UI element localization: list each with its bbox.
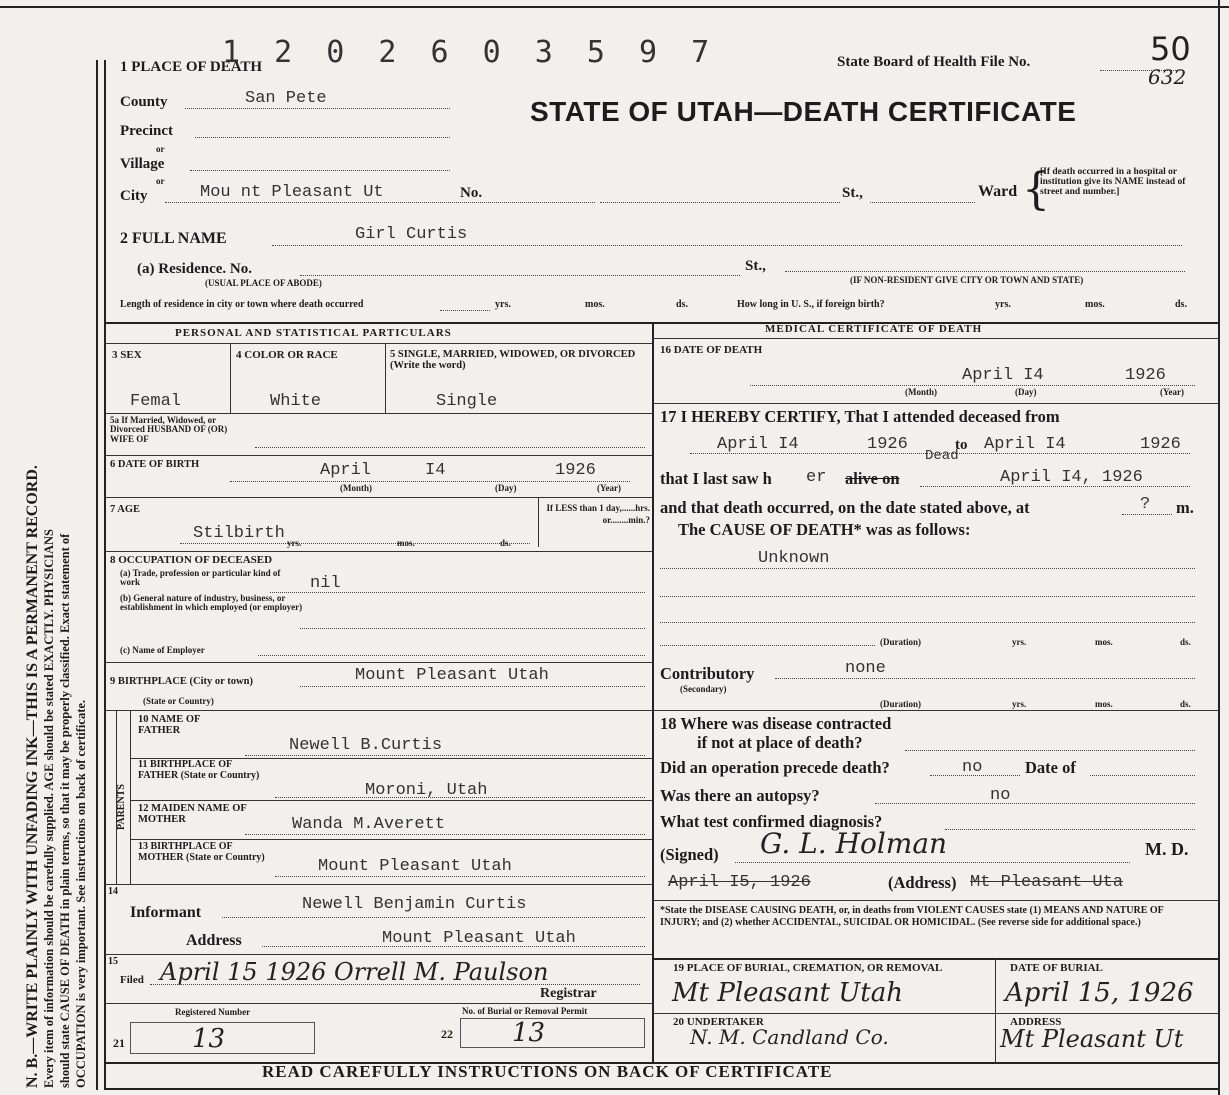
physician-signature: G. L. Holman — [760, 827, 948, 860]
footer-instructions: READ CAREFULLY INSTRUCTIONS ON BACK OF CERTIFICATE — [262, 1062, 833, 1081]
registered-number-label: 21 — [113, 1036, 125, 1050]
father-line — [245, 755, 645, 756]
marital-label: 5 SINGLE, MARRIED, WIDOWED, OR DIVORCED (Write the word) — [390, 349, 636, 372]
employer-label: (c) Name of Employer — [120, 645, 205, 655]
certificate-title: STATE OF UTAH—DEATH CERTIFICATE — [530, 96, 1077, 127]
death-month-caption: (Month) — [905, 387, 937, 397]
personal-header-line — [104, 343, 652, 344]
ward-label: Ward — [978, 183, 1018, 200]
undertaker-line — [652, 1013, 1218, 1014]
signed-line — [735, 862, 1130, 863]
color-value: White — [270, 392, 322, 411]
certify-label: 17 I HEREBY CERTIFY, That I attended deceased from — [660, 407, 1060, 426]
occupation-line-1 — [270, 592, 645, 593]
operation-label: Did an operation precede death? — [660, 758, 890, 777]
dob-year: 1926 — [555, 461, 596, 480]
informant-number: 14 — [108, 886, 118, 897]
burial-permit-box — [460, 1018, 645, 1048]
autopsy-value: no — [990, 786, 1011, 805]
medical-row-18-line — [652, 710, 1218, 711]
county-label: County — [120, 94, 168, 110]
last-saw-value: er — [806, 468, 827, 487]
burial-date-value: April 15, 1926 — [1005, 978, 1194, 1008]
street-line — [600, 202, 840, 203]
cause-line-2 — [660, 596, 1195, 597]
how-long-ds: ds. — [1175, 299, 1187, 310]
father-bp-line — [275, 797, 645, 798]
from-date-value: April I4 — [717, 435, 799, 454]
birthplace-state-label: (State or Country) — [143, 696, 214, 706]
filed-label: Filed — [120, 974, 144, 986]
cause-value: Unknown — [758, 549, 830, 568]
city-no-label: No. — [460, 185, 483, 201]
op-date-label: Date of — [1025, 758, 1076, 777]
burial-top-line — [652, 958, 1218, 960]
to-date-value: April I4 — [984, 435, 1066, 454]
age-mos: mos. — [397, 538, 415, 548]
where-label-2: if not at place of death? — [697, 733, 863, 752]
race-col-line — [385, 343, 386, 413]
ward-line — [870, 202, 975, 203]
from-year-value: 1926 — [867, 435, 908, 454]
duration2-ds: ds. — [1180, 699, 1191, 709]
duration-yrs: yrs. — [1012, 637, 1027, 647]
length-residence-label: Length of residence in city or town where death occurred — [120, 299, 364, 310]
parents-col-inner — [130, 710, 131, 885]
top-border — [0, 6, 1229, 8]
spouse-label: 5a If Married, Widowed, or Divorced HUSBAND OF (OR) WIFE OF — [110, 415, 228, 444]
state-file-label: State Board of Health File No. — [837, 54, 1031, 70]
registrar-label: Registrar — [540, 986, 597, 1001]
mother-bp-line — [275, 876, 645, 877]
precinct-line — [195, 137, 450, 138]
place-of-death-label: 1 PLACE OF DEATH — [120, 59, 263, 75]
filed-number: 15 — [108, 956, 118, 967]
ward-brace: { — [1022, 164, 1050, 215]
occupation-line-2 — [300, 628, 645, 629]
signed-label: (Signed) — [660, 845, 719, 864]
precinct-label: Precinct — [120, 123, 174, 139]
birthplace-value: Mount Pleasant Utah — [355, 666, 549, 685]
length-yrs: yrs. — [495, 299, 511, 310]
dob-label: 6 DATE OF BIRTH — [110, 459, 200, 470]
length-mos: mos. — [585, 299, 605, 310]
full-name-line — [272, 245, 1182, 246]
operation-value: no — [962, 758, 983, 777]
sex-value: Femal — [130, 392, 182, 411]
physician-address-value: Mt Pleasant Uta — [970, 873, 1124, 892]
age-line — [180, 543, 530, 544]
row-13-line — [130, 839, 652, 840]
stamp-number: 1 2 0 2 6 0 3 5 9 7 — [222, 35, 718, 70]
father-bp-value: Moroni, Utah — [365, 781, 488, 800]
city-label: City — [120, 188, 148, 204]
city-st-label: St., — [842, 185, 863, 201]
footer-bottom-line — [104, 1088, 1218, 1090]
age-yrs: yrs. — [287, 538, 302, 548]
autopsy-label: Was there an autopsy? — [660, 786, 820, 805]
row-10-line — [104, 710, 652, 711]
burial-permit-number-label: 22 — [441, 1027, 453, 1041]
city-value: Mou nt Pleasant Ut — [200, 183, 384, 202]
occupation-b: (b) General nature of industry, business, or establishment in which employed (or employer) — [120, 593, 303, 613]
medical-section-title: MEDICAL CERTIFICATE OF DEATH — [765, 323, 983, 335]
death-date-label: 16 DATE OF DEATH — [660, 344, 763, 356]
secondary-label: (Secondary) — [680, 684, 727, 694]
or-2: or — [156, 176, 165, 186]
duration2-yrs: yrs. — [1012, 699, 1027, 709]
death-time-label: and that death occurred, on the date stated above, at — [660, 498, 1030, 517]
death-year-value: 1926 — [1125, 366, 1166, 385]
md-label: M. D. — [1145, 839, 1189, 859]
filed-value: April 15 1926 Orrell M. Paulson — [160, 958, 549, 986]
burial-permit-label: No. of Burial or Removal Permit — [462, 1006, 588, 1016]
undertaker-address-value: Mt Pleasant Ut — [1000, 1025, 1184, 1053]
signed-date: April I5, 1926 — [668, 873, 811, 892]
duration2-mos: mos. — [1095, 699, 1113, 709]
margin-note-1: N. B.—WRITE PLAINLY WITH UNFADING INK—THIS IS A PERMANENT RECORD. — [24, 465, 41, 1088]
informant-label: Informant — [130, 904, 202, 921]
operation-line — [930, 775, 1020, 776]
medical-footnote-line — [652, 900, 1218, 901]
nonresident-note: (IF NON-RESIDENT GIVE CITY OR TOWN AND STATE) — [850, 275, 1084, 285]
op-date-line — [1090, 775, 1195, 776]
row-15-line — [104, 954, 652, 955]
birthplace-line — [300, 686, 645, 687]
duration-label: (Duration) — [880, 637, 921, 647]
mother-value: Wanda M.Averett — [292, 815, 446, 834]
margin-note-3: should state CAUSE OF DEATH in plain terms, so that it may be properly classified. Exact statement of — [58, 533, 72, 1088]
mother-bp-value: Mount Pleasant Utah — [318, 857, 512, 876]
duration2-label: (Duration) — [880, 699, 921, 709]
row-8-line — [104, 551, 652, 552]
margin-note-4: OCCUPATION is very important. See instructions on back of certificate. — [74, 699, 88, 1088]
contributory-label: Contributory — [660, 664, 755, 683]
village-label: Village — [120, 156, 165, 172]
to-year-value: 1926 — [1140, 435, 1181, 454]
father-bp-label: 11 BIRTHPLACE OF FATHER (State or Country) — [138, 759, 260, 781]
row-12-line — [130, 800, 652, 801]
row-7-line — [104, 497, 652, 498]
death-month-value: April I4 — [962, 366, 1044, 385]
row-21-line — [104, 1003, 652, 1004]
dob-year-caption: (Year) — [597, 483, 621, 493]
last-saw-label: that I last saw h — [660, 469, 772, 488]
death-day-caption: (Day) — [1015, 387, 1037, 397]
burial-divider — [995, 958, 996, 1062]
undertaker-value: N. M. Candland Co. — [690, 1025, 889, 1049]
medical-footnote: *State the DISEASE CAUSING DEATH, or, in deaths from VIOLENT CAUSES state (1) MEANS AND NATURE OF INJURY; and (2) whether ACCIDENTAL, SUICIDAL OR HOMICIDAL. (See reverse side for additional space.) — [660, 905, 1164, 928]
full-name-label: 2 FULL NAME — [120, 230, 227, 247]
dob-month-caption: (Month) — [340, 483, 372, 493]
medical-row-17-line — [652, 403, 1218, 404]
dob-line — [230, 481, 630, 482]
address-value: Mount Pleasant Utah — [382, 929, 576, 948]
address-label: Address — [186, 932, 242, 949]
where-label: 18 Where was disease contracted — [660, 714, 892, 733]
county-value: San Pete — [245, 89, 327, 108]
filed-line — [150, 984, 640, 985]
row-14-line — [104, 884, 652, 885]
burial-date-label: DATE OF BURIAL — [1010, 962, 1103, 974]
age-ds: ds. — [500, 538, 511, 548]
undertaker-address-label: ADDRESS — [1010, 1016, 1062, 1028]
village-line — [190, 170, 450, 171]
autopsy-line — [875, 803, 1195, 804]
mother-label: 12 MAIDEN NAME OF MOTHER — [138, 803, 247, 826]
death-time-line — [1122, 514, 1172, 515]
color-label: 4 COLOR OR RACE — [236, 349, 338, 361]
address-line — [262, 946, 645, 947]
last-saw-date: April I4, 1926 — [1000, 468, 1143, 487]
marital-value: Single — [436, 392, 498, 411]
alive-label: alive on — [845, 469, 900, 488]
age-less-divider — [538, 497, 539, 547]
grid-center — [652, 322, 654, 1062]
county-line — [185, 108, 450, 109]
full-name-value: Girl Curtis — [355, 225, 468, 244]
dob-month: April — [320, 461, 372, 480]
birthplace-label: 9 BIRTHPLACE (City or town) — [110, 676, 253, 687]
death-time-value: ? — [1140, 495, 1151, 514]
mother-bp-label: 13 BIRTHPLACE OF MOTHER (State or Country) — [138, 841, 265, 863]
father-value: Newell B.Curtis — [289, 736, 443, 755]
parents-label: PARENTS — [116, 784, 127, 830]
residence-st-label: St., — [745, 258, 766, 274]
registered-value: 13 — [192, 1024, 226, 1054]
or-1: or — [156, 144, 165, 154]
margin-note-2: Every item of information should be carefully supplied. AGE should be stated EXACTLY. PHYSICIANS — [42, 529, 56, 1088]
occupation-a: (a) Trade, profession or particular kind of work — [120, 568, 281, 588]
left-border-outer — [96, 60, 98, 1090]
test-line — [945, 829, 1195, 830]
dob-day: I4 — [425, 461, 446, 480]
death-time-m: m. — [1176, 498, 1194, 517]
mother-line — [245, 834, 645, 835]
burial-label: 19 PLACE OF BURIAL, CREMATION, OR REMOVAL — [673, 962, 943, 974]
residence-label: (a) Residence. No. — [137, 261, 252, 277]
residence-st-line — [785, 271, 1185, 272]
row-9-line — [104, 662, 652, 663]
registered-label: Registered Number — [175, 1007, 251, 1017]
sex-col-line — [230, 343, 231, 413]
sex-label: 3 SEX — [112, 349, 142, 361]
row-6-line — [104, 455, 652, 456]
undertaker-label: 20 UNDERTAKER — [673, 1016, 764, 1028]
left-border-inner — [104, 60, 106, 1090]
informant-value: Newell Benjamin Curtis — [302, 895, 527, 914]
right-border — [1218, 0, 1220, 1095]
age-label: 7 AGE — [110, 504, 141, 515]
length-yrs-line — [440, 310, 490, 311]
where-line — [905, 750, 1195, 751]
contributory-line — [775, 678, 1195, 679]
grid-top — [104, 322, 1218, 324]
dead-note: Dead — [925, 448, 959, 464]
physician-address-label: (Address) — [888, 873, 957, 892]
occupation-value: nil — [310, 574, 341, 593]
duration-line — [660, 645, 875, 646]
row-5a-line — [104, 413, 652, 414]
state-file-sub: 632 — [1148, 65, 1187, 89]
ward-note: [If death occurred in a hospital or institution give its NAME instead of street and number.] — [1040, 167, 1186, 197]
contributory-value: none — [845, 659, 886, 678]
to-label: to — [955, 437, 968, 453]
informant-line — [222, 917, 645, 918]
father-label: 10 NAME OF FATHER — [138, 714, 201, 737]
duration-mos: mos. — [1095, 637, 1113, 647]
cause-line-3 — [660, 622, 1195, 623]
length-ds: ds. — [676, 299, 688, 310]
abode-note: (USUAL PLACE OF ABODE) — [205, 278, 322, 288]
occupation-label: 8 OCCUPATION OF DECEASED — [110, 554, 273, 566]
dob-day-caption: (Day) — [495, 483, 517, 493]
state-file-number: 50 — [1150, 30, 1191, 68]
cause-line-1 — [660, 568, 1195, 569]
how-long-yrs: yrs. — [995, 299, 1011, 310]
medical-header-line — [652, 338, 1218, 339]
age-value: Stilbirth — [193, 524, 285, 543]
residence-line — [300, 275, 740, 276]
death-date-line — [750, 385, 1195, 386]
death-year-caption: (Year) — [1160, 387, 1184, 397]
burial-permit-value: 13 — [512, 1018, 546, 1048]
city-line — [165, 202, 595, 203]
personal-section-title: PERSONAL AND STATISTICAL PARTICULARS — [175, 327, 452, 339]
burial-place-value: Mt Pleasant Utah — [672, 978, 903, 1008]
duration-ds: ds. — [1180, 637, 1191, 647]
employer-line — [258, 655, 645, 656]
test-label: What test confirmed diagnosis? — [660, 812, 883, 831]
how-long-mos: mos. — [1085, 299, 1105, 310]
age-less-than: If LESS than 1 day,......hrs. or........min.? — [546, 503, 650, 526]
cause-label: The CAUSE OF DEATH* was as follows: — [678, 520, 971, 539]
how-long-label: How long in U. S., if foreign birth? — [737, 299, 885, 310]
spouse-line — [255, 447, 645, 448]
